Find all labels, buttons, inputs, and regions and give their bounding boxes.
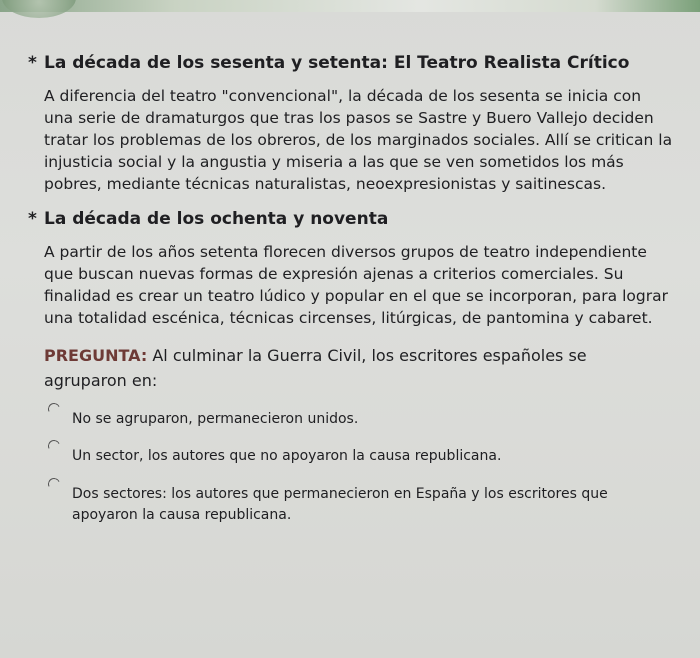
question-text: Al culminar la Guerra Civil, los escritores españoles se agruparon en: (44, 346, 587, 390)
bullet-star-icon: * (28, 53, 37, 73)
section-body: A partir de los años setenta florecen diversos grupos de teatro independiente que buscan nuevas formas de expresión ajenas a criterios comerciales. Su finalidad es crear un teatro lúdico y popular en el que se incorporan, para lograr una totalidad escénica, técnicas circenses, litúrgicas, de pantomina y cabaret. (44, 243, 668, 327)
section-sixties (28, 50, 674, 195)
answer-option-1[interactable] (44, 409, 674, 430)
worksheet-content (28, 50, 674, 526)
radio-icon[interactable] (46, 438, 61, 453)
section-heading (28, 50, 674, 77)
top-banner (0, 0, 700, 12)
section-heading (28, 206, 674, 233)
answer-option-3[interactable] (44, 484, 674, 526)
answer-options (44, 409, 674, 526)
section-body: A diferencia del teatro "convencional", la década de los sesenta se inicia con una serie de dramaturgos que tras los pasos se Sastre y Buero Vallejo deciden tratar los problemas de los obreros, de los marginados sociales. Allí se critican la injusticia social y la angustia y miseria a las que se ven sometidos los más pobres, mediante técnicas naturalistas, neoexpresionistas y saitinescas. (44, 87, 673, 193)
answer-option-2[interactable] (44, 446, 674, 467)
section-heading-text: La década de los sesenta y setenta: El Teatro Realista Crítico (44, 53, 630, 73)
section-eighties (28, 206, 674, 329)
answer-option-label: Un sector, los autores que no apoyaron la causa republicana. (72, 448, 502, 464)
bullet-star-icon: * (28, 209, 37, 229)
question-label: PREGUNTA: (44, 346, 148, 365)
section-heading-text: La década de los ochenta y noventa (44, 209, 389, 229)
question-prompt (44, 343, 674, 393)
school-logo (2, 0, 76, 18)
answer-option-label: Dos sectores: los autores que permanecieron en España y los escritores que apoyaron la causa republicana. (72, 486, 608, 523)
answer-option-label: No se agruparon, permanecieron unidos. (72, 411, 359, 427)
radio-icon[interactable] (46, 401, 61, 416)
